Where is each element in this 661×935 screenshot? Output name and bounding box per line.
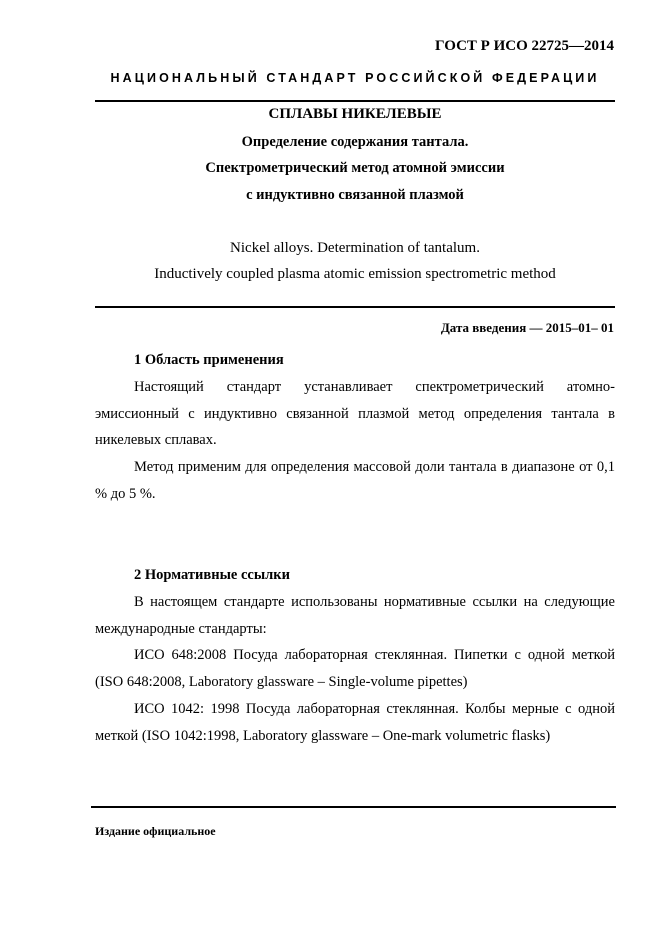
english-title-line-1: Nickel alloys. Determination of tantalum. xyxy=(230,240,480,256)
national-standard-banner: НАЦИОНАЛЬНЫЙ СТАНДАРТ РОССИЙСКОЙ ФЕДЕРАЦИИ xyxy=(110,71,600,85)
section-1-heading: 1 Область применения xyxy=(134,352,284,368)
standard-title: СПЛАВЫ НИКЕЛЕВЫЕ xyxy=(268,106,442,122)
header-rule xyxy=(95,100,615,102)
title-line-3: с индуктивно связанной плазмой xyxy=(246,187,464,203)
title-rule xyxy=(95,306,615,308)
document-code: ГОСТ Р ИСО 22725—2014 xyxy=(435,38,614,54)
section-1-paragraph-1: Настоящий стандарт устанавливает спектрометрический атомно-эмиссионный с индуктивно связанной плазмой метод определения тантала в никелевых сплавах. xyxy=(95,379,615,448)
section-2-paragraph-1: В настоящем стандарте использованы нормативные ссылки на следующие международные стандарты: xyxy=(95,594,615,637)
official-edition-note: Издание официальное xyxy=(95,824,216,838)
title-line-2: Спектрометрический метод атомной эмиссии xyxy=(205,160,505,176)
section-2-heading: 2 Нормативные ссылки xyxy=(134,567,290,583)
english-title-line-2: Inductively coupled plasma atomic emission spectrometric method xyxy=(154,266,556,282)
title-line-1: Определение содержания тантала. xyxy=(241,134,469,150)
section-1-paragraph-2: Метод применим для определения массовой доли тантала в диапазоне от 0,1 % до 5 %. xyxy=(95,459,615,502)
section-2-reference-iso-648: ИСО 648:2008 Посуда лабораторная стеклянная. Пипетки с одной меткой (ISO 648:2008, Laboratory glassware – Single-volume pipettes) xyxy=(95,647,615,690)
introduction-date: Дата введения — 2015–01– 01 xyxy=(440,320,614,335)
footer-rule xyxy=(91,806,616,808)
section-2-reference-iso-1042: ИСО 1042: 1998 Посуда лабораторная стеклянная. Колбы мерные с одной меткой (ISO 1042:1998, Laboratory glassware – One-mark volumetric flasks) xyxy=(95,701,615,744)
